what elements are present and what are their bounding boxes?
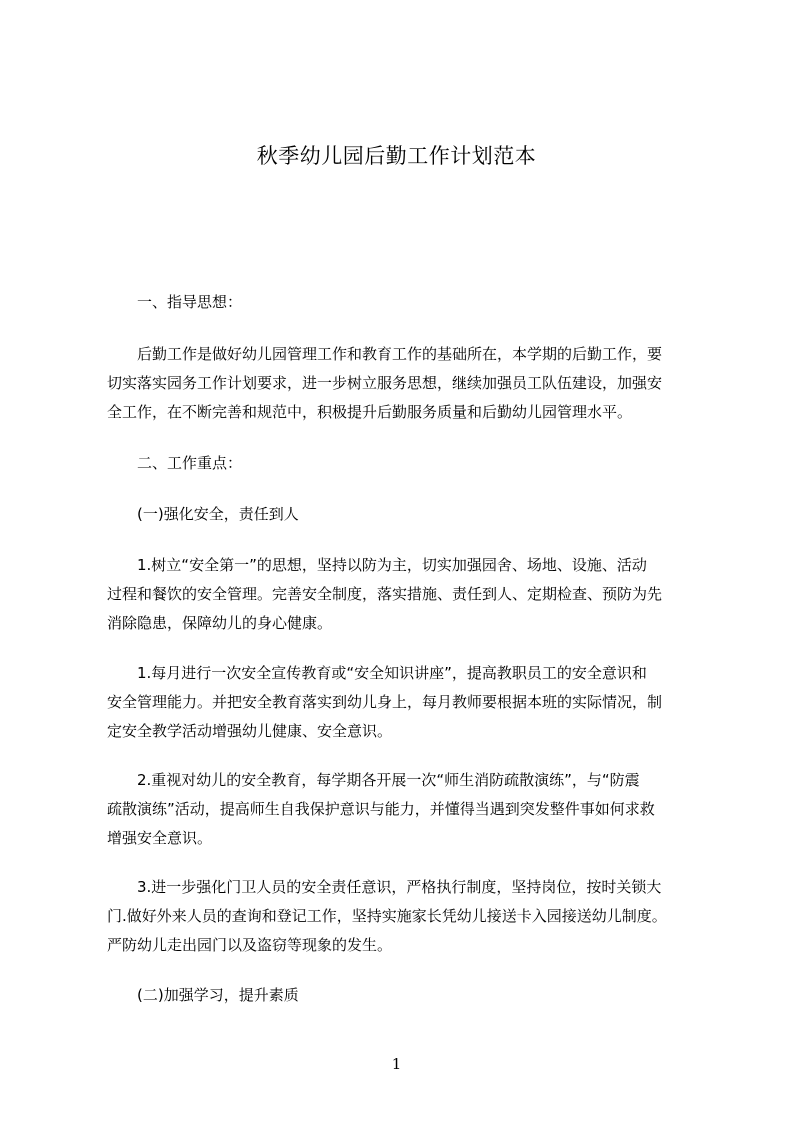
paragraph-item-guard-duty xyxy=(107,873,701,960)
paragraph-line: 全工作，在不断完善和规范中，积极提升后勤服务质量和后勤幼儿园管理水平。 xyxy=(107,403,633,421)
paragraph-line: (二)加强学习，提升素质 xyxy=(137,986,299,1004)
paragraph-line: 1.每月进行一次安全宣传教育或“安全知识讲座”，提高教职员工的安全意识和 xyxy=(137,664,647,682)
document-title: 秋季幼儿园后勤工作计划范本 xyxy=(256,144,537,168)
paragraph-line: 增强安全意识。 xyxy=(107,829,213,847)
paragraph-line: 消除隐患，保障幼儿的身心健康。 xyxy=(107,614,333,632)
paragraph-line: 定安全教学活动增强幼儿健康、安全意识。 xyxy=(107,722,393,740)
paragraph-line: 严防幼儿走出园门以及盗窃等现象的发生。 xyxy=(107,936,393,954)
paragraph-item-drills xyxy=(107,766,701,853)
paragraph-line: 3.进一步强化门卫人员的安全责任意识，严格执行制度，坚持岗位，按时关锁大 xyxy=(137,878,662,896)
paragraph-line: 2.重视对幼儿的安全教育，每学期各开展一次“师生消防疏散演练”，与“防震 xyxy=(137,771,640,789)
page-number: 1 xyxy=(391,1055,402,1073)
section-heading-work-focus xyxy=(107,449,701,478)
paragraph-line: 安全管理能力。并把安全教育落实到幼儿身上，每月教师要根据本班的实际情况，制 xyxy=(107,693,663,711)
paragraph-item-monthly-education xyxy=(107,659,701,746)
subheading-strengthen-learning xyxy=(107,981,701,1010)
paragraph-line: 疏散演练”活动，提高师生自我保护意识与能力，并懂得当遇到突发整件事如何求救 xyxy=(107,800,655,818)
paragraph-guiding-ideology-body xyxy=(107,340,701,427)
paragraph-line: 二、工作重点： xyxy=(137,454,243,472)
paragraph-line: (一)强化安全，责任到人 xyxy=(137,505,299,523)
paragraph-line: 1.树立“安全第一”的思想，坚持以防为主，切实加强园舍、场地、设施、活动 xyxy=(137,556,647,574)
paragraph-line: 切实落实园务工作计划要求，进一步树立服务思想，继续加强员工队伍建设，加强安 xyxy=(107,374,663,392)
paragraph-line: 门.做好外来人员的查询和登记工作，坚持实施家长凭幼儿接送卡入园接送幼儿制度。 xyxy=(107,907,667,925)
paragraph-item-safety-first xyxy=(107,551,701,638)
paragraph-line: 过程和餐饮的安全管理。完善安全制度，落实措施、责任到人、定期检查、预防为先 xyxy=(107,585,663,603)
section-heading-guiding-ideology xyxy=(107,288,701,317)
paragraph-line: 一、指导思想： xyxy=(137,293,243,311)
subheading-strengthen-safety xyxy=(107,500,701,529)
paragraph-line: 后勤工作是做好幼儿园管理工作和教育工作的基础所在，本学期的后勤工作，要 xyxy=(137,345,663,363)
